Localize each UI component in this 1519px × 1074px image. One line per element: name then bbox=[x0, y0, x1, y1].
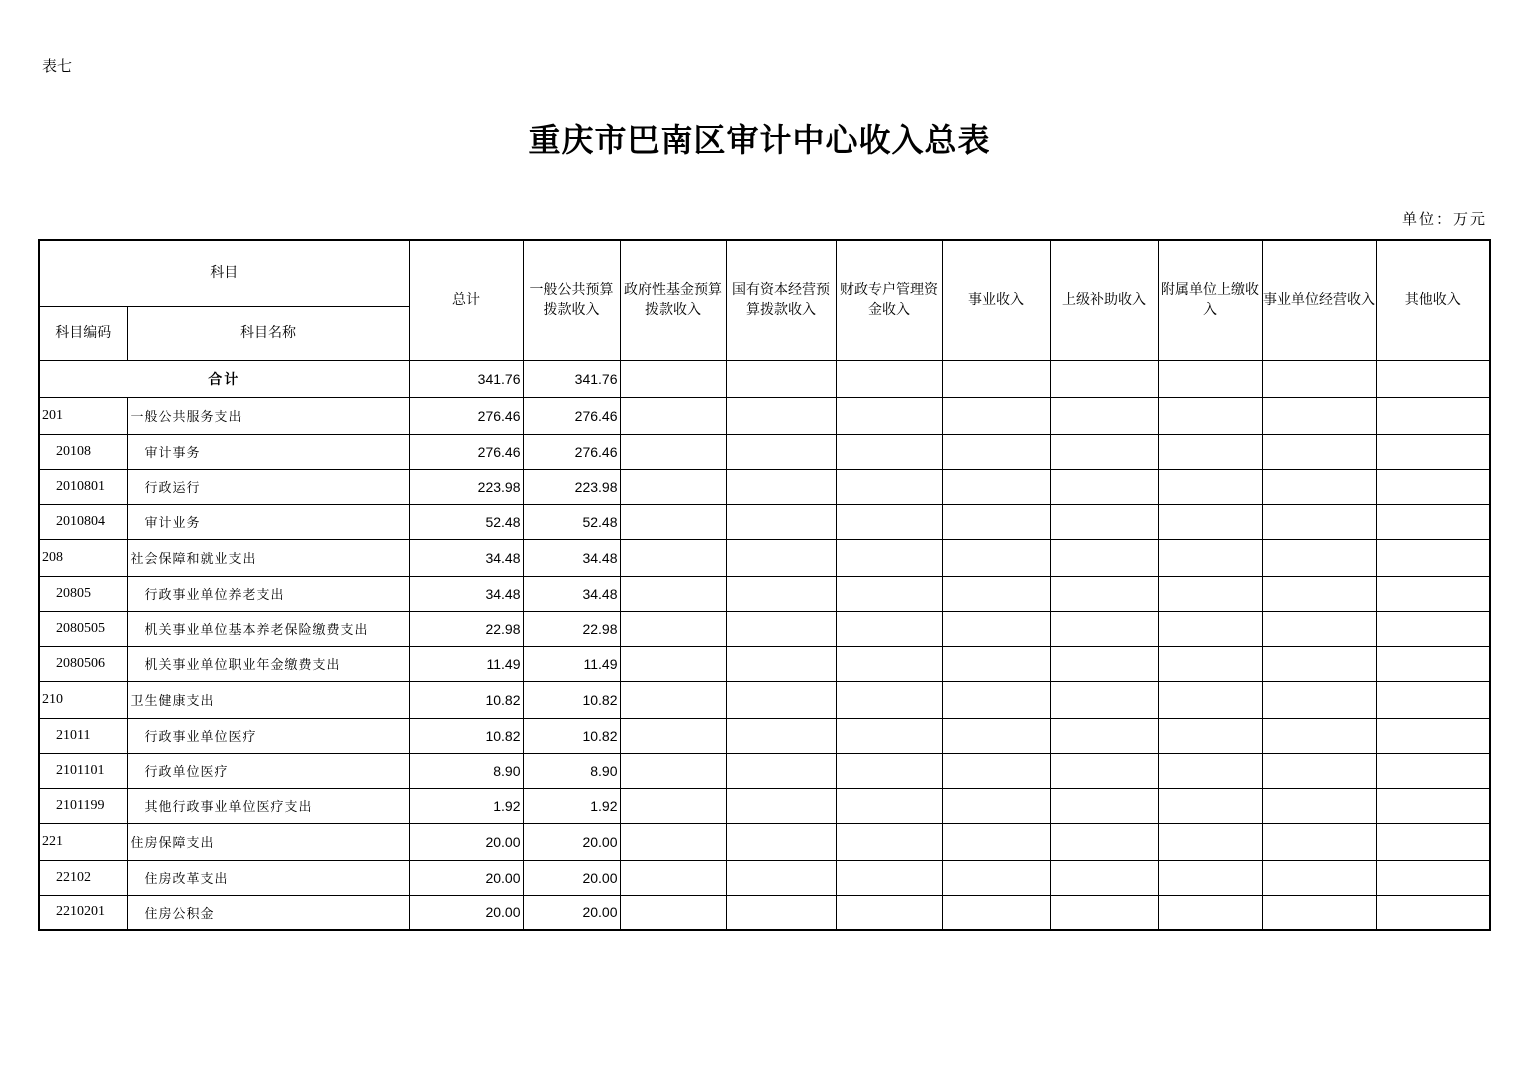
empty-cell bbox=[836, 504, 942, 539]
empty-cell bbox=[1376, 860, 1490, 895]
subject-code: 2010801 bbox=[39, 469, 127, 504]
empty-cell bbox=[836, 539, 942, 576]
empty-cell bbox=[620, 646, 726, 681]
empty-cell bbox=[1158, 611, 1262, 646]
empty-cell bbox=[726, 860, 836, 895]
empty-cell bbox=[836, 860, 942, 895]
empty-cell bbox=[1376, 646, 1490, 681]
empty-cell bbox=[942, 611, 1050, 646]
empty-cell bbox=[1050, 753, 1158, 788]
empty-cell bbox=[1050, 895, 1158, 930]
table-row bbox=[39, 469, 1490, 504]
subject-name: 住房改革支出 bbox=[127, 860, 409, 895]
subject-code: 2080506 bbox=[39, 646, 127, 681]
subject-name: 行政事业单位医疗 bbox=[127, 718, 409, 753]
subject-code: 22102 bbox=[39, 860, 127, 895]
empty-cell bbox=[620, 823, 726, 860]
empty-cell bbox=[1262, 539, 1376, 576]
empty-cell bbox=[1050, 397, 1158, 434]
empty-cell bbox=[836, 611, 942, 646]
summary-total: 341.76 bbox=[409, 360, 523, 397]
table-row bbox=[39, 681, 1490, 718]
header-general-budget: 一般公共预算拨款收入 bbox=[523, 240, 620, 360]
empty-cell bbox=[836, 895, 942, 930]
header-business-income: 事业收入 bbox=[942, 240, 1050, 360]
general-budget-value: 34.48 bbox=[523, 539, 620, 576]
empty-cell bbox=[836, 681, 942, 718]
empty-cell bbox=[1376, 611, 1490, 646]
summary-general-budget: 341.76 bbox=[523, 360, 620, 397]
empty-cell bbox=[726, 895, 836, 930]
empty-cell bbox=[726, 611, 836, 646]
total-value: 10.82 bbox=[409, 681, 523, 718]
general-budget-value: 20.00 bbox=[523, 895, 620, 930]
subject-code: 201 bbox=[39, 397, 127, 434]
empty-cell bbox=[942, 860, 1050, 895]
subject-name: 行政事业单位养老支出 bbox=[127, 576, 409, 611]
empty-cell bbox=[942, 823, 1050, 860]
empty-cell bbox=[1050, 788, 1158, 823]
empty-cell bbox=[726, 681, 836, 718]
table-row bbox=[39, 823, 1490, 860]
empty-cell bbox=[620, 576, 726, 611]
header-subject-code: 科目编码 bbox=[39, 306, 127, 360]
subject-name: 行政单位医疗 bbox=[127, 753, 409, 788]
general-budget-value: 22.98 bbox=[523, 611, 620, 646]
empty-cell bbox=[942, 504, 1050, 539]
empty-cell bbox=[1262, 611, 1376, 646]
empty-cell bbox=[942, 788, 1050, 823]
empty-cell bbox=[1050, 469, 1158, 504]
empty-cell bbox=[1376, 681, 1490, 718]
empty-cell bbox=[1050, 681, 1158, 718]
empty-cell bbox=[620, 718, 726, 753]
empty-cell bbox=[620, 753, 726, 788]
table-row bbox=[39, 860, 1490, 895]
empty-cell bbox=[1376, 823, 1490, 860]
subject-name: 其他行政事业单位医疗支出 bbox=[127, 788, 409, 823]
subject-name: 住房保障支出 bbox=[127, 823, 409, 860]
empty-cell bbox=[1050, 576, 1158, 611]
subject-code: 210 bbox=[39, 681, 127, 718]
total-value: 20.00 bbox=[409, 860, 523, 895]
empty-cell bbox=[1050, 434, 1158, 469]
empty-cell bbox=[1262, 718, 1376, 753]
subject-code: 20805 bbox=[39, 576, 127, 611]
total-value: 10.82 bbox=[409, 718, 523, 753]
empty-cell bbox=[1262, 895, 1376, 930]
empty-cell bbox=[1376, 753, 1490, 788]
empty-cell bbox=[1262, 753, 1376, 788]
empty-cell bbox=[1376, 895, 1490, 930]
general-budget-value: 10.82 bbox=[523, 681, 620, 718]
subject-name: 社会保障和就业支出 bbox=[127, 539, 409, 576]
empty-cell bbox=[1376, 788, 1490, 823]
empty-cell bbox=[1376, 539, 1490, 576]
total-value: 276.46 bbox=[409, 434, 523, 469]
empty-cell bbox=[942, 576, 1050, 611]
subject-name: 一般公共服务支出 bbox=[127, 397, 409, 434]
subject-name: 机关事业单位职业年金缴费支出 bbox=[127, 646, 409, 681]
table-number-label: 表七 bbox=[42, 57, 73, 75]
empty-cell bbox=[726, 397, 836, 434]
table-row bbox=[39, 788, 1490, 823]
header-gov-fund: 政府性基金预算拨款收入 bbox=[620, 240, 726, 360]
general-budget-value: 276.46 bbox=[523, 397, 620, 434]
general-budget-value: 276.46 bbox=[523, 434, 620, 469]
empty-cell bbox=[1262, 646, 1376, 681]
empty-cell bbox=[1158, 539, 1262, 576]
subject-code: 208 bbox=[39, 539, 127, 576]
summary-label: 合计 bbox=[39, 360, 409, 397]
header-subject-name: 科目名称 bbox=[127, 306, 409, 360]
empty-cell bbox=[726, 504, 836, 539]
empty-cell bbox=[1376, 576, 1490, 611]
empty-cell bbox=[1158, 469, 1262, 504]
empty-cell bbox=[942, 895, 1050, 930]
empty-cell bbox=[942, 646, 1050, 681]
empty-cell bbox=[942, 434, 1050, 469]
total-value: 11.49 bbox=[409, 646, 523, 681]
empty-cell bbox=[1262, 860, 1376, 895]
empty-cell bbox=[942, 681, 1050, 718]
empty-cell bbox=[1262, 504, 1376, 539]
empty-cell bbox=[1158, 646, 1262, 681]
empty-cell bbox=[726, 646, 836, 681]
header-operating-income: 事业单位经营收入 bbox=[1262, 240, 1376, 360]
empty-cell bbox=[1158, 788, 1262, 823]
general-budget-value: 34.48 bbox=[523, 576, 620, 611]
empty-cell bbox=[1158, 397, 1262, 434]
total-value: 34.48 bbox=[409, 539, 523, 576]
subject-code: 2210201 bbox=[39, 895, 127, 930]
empty-cell bbox=[1158, 681, 1262, 718]
empty-cell bbox=[1262, 434, 1376, 469]
subject-code: 20108 bbox=[39, 434, 127, 469]
empty-cell bbox=[726, 788, 836, 823]
empty-cell bbox=[620, 469, 726, 504]
empty-cell bbox=[1376, 469, 1490, 504]
summary-row bbox=[39, 360, 1490, 397]
empty-cell bbox=[1262, 681, 1376, 718]
subject-name: 行政运行 bbox=[127, 469, 409, 504]
empty-cell bbox=[1158, 753, 1262, 788]
empty-cell bbox=[1158, 434, 1262, 469]
empty-cell bbox=[836, 434, 942, 469]
total-value: 223.98 bbox=[409, 469, 523, 504]
empty-cell bbox=[836, 718, 942, 753]
empty-cell bbox=[1050, 823, 1158, 860]
empty-cell bbox=[836, 753, 942, 788]
table-row bbox=[39, 504, 1490, 539]
empty-cell bbox=[836, 788, 942, 823]
empty-cell bbox=[1262, 469, 1376, 504]
empty-cell bbox=[836, 397, 942, 434]
subject-code: 2101199 bbox=[39, 788, 127, 823]
empty-cell bbox=[942, 539, 1050, 576]
empty-cell bbox=[1158, 860, 1262, 895]
total-value: 1.92 bbox=[409, 788, 523, 823]
table-row bbox=[39, 895, 1490, 930]
empty-cell bbox=[1376, 718, 1490, 753]
subject-code: 21011 bbox=[39, 718, 127, 753]
general-budget-value: 11.49 bbox=[523, 646, 620, 681]
empty-cell bbox=[620, 895, 726, 930]
empty-cell bbox=[836, 823, 942, 860]
total-value: 22.98 bbox=[409, 611, 523, 646]
subject-code: 221 bbox=[39, 823, 127, 860]
empty-cell bbox=[1050, 611, 1158, 646]
empty-cell bbox=[726, 753, 836, 788]
table-row bbox=[39, 718, 1490, 753]
empty-cell bbox=[1050, 504, 1158, 539]
general-budget-value: 10.82 bbox=[523, 718, 620, 753]
empty-cell bbox=[726, 434, 836, 469]
general-budget-value: 1.92 bbox=[523, 788, 620, 823]
empty-cell bbox=[1376, 434, 1490, 469]
empty-cell bbox=[620, 397, 726, 434]
table-row bbox=[39, 576, 1490, 611]
empty-cell bbox=[1050, 646, 1158, 681]
header-subject: 科目 bbox=[39, 240, 409, 306]
empty-cell bbox=[1262, 397, 1376, 434]
empty-cell bbox=[620, 860, 726, 895]
subject-code: 2101101 bbox=[39, 753, 127, 788]
header-total: 总计 bbox=[409, 240, 523, 360]
table-row bbox=[39, 611, 1490, 646]
income-summary-table bbox=[38, 239, 1491, 931]
header-superior-subsidy: 上级补助收入 bbox=[1050, 240, 1158, 360]
empty-cell bbox=[726, 823, 836, 860]
empty-cell bbox=[620, 539, 726, 576]
header-affiliated-income: 附属单位上缴收入 bbox=[1158, 240, 1262, 360]
subject-name: 审计事务 bbox=[127, 434, 409, 469]
unit-label: 单位：万元 bbox=[1401, 210, 1487, 228]
empty-cell bbox=[620, 611, 726, 646]
empty-cell bbox=[726, 539, 836, 576]
empty-cell bbox=[942, 469, 1050, 504]
subject-name: 审计业务 bbox=[127, 504, 409, 539]
general-budget-value: 223.98 bbox=[523, 469, 620, 504]
table-row bbox=[39, 646, 1490, 681]
general-budget-value: 20.00 bbox=[523, 860, 620, 895]
total-value: 8.90 bbox=[409, 753, 523, 788]
general-budget-value: 20.00 bbox=[523, 823, 620, 860]
subject-name: 住房公积金 bbox=[127, 895, 409, 930]
table-row bbox=[39, 753, 1490, 788]
total-value: 276.46 bbox=[409, 397, 523, 434]
subject-name: 机关事业单位基本养老保险缴费支出 bbox=[127, 611, 409, 646]
table-row bbox=[39, 539, 1490, 576]
general-budget-value: 8.90 bbox=[523, 753, 620, 788]
table-row bbox=[39, 397, 1490, 434]
header-special-fund: 财政专户管理资金收入 bbox=[836, 240, 942, 360]
table-row bbox=[39, 434, 1490, 469]
empty-cell bbox=[1050, 539, 1158, 576]
total-value: 34.48 bbox=[409, 576, 523, 611]
header-other-income: 其他收入 bbox=[1376, 240, 1490, 360]
general-budget-value: 52.48 bbox=[523, 504, 620, 539]
total-value: 20.00 bbox=[409, 895, 523, 930]
empty-cell bbox=[1050, 718, 1158, 753]
empty-cell bbox=[620, 504, 726, 539]
empty-cell bbox=[1262, 576, 1376, 611]
empty-cell bbox=[726, 576, 836, 611]
empty-cell bbox=[836, 469, 942, 504]
empty-cell bbox=[1376, 504, 1490, 539]
total-value: 52.48 bbox=[409, 504, 523, 539]
subject-name: 卫生健康支出 bbox=[127, 681, 409, 718]
empty-cell bbox=[726, 469, 836, 504]
empty-cell bbox=[1158, 823, 1262, 860]
empty-cell bbox=[1158, 718, 1262, 753]
empty-cell bbox=[620, 681, 726, 718]
total-value: 20.00 bbox=[409, 823, 523, 860]
empty-cell bbox=[942, 718, 1050, 753]
subject-code: 2010804 bbox=[39, 504, 127, 539]
page-title: 重庆市巴南区审计中心收入总表 bbox=[528, 121, 991, 159]
empty-cell bbox=[942, 753, 1050, 788]
empty-cell bbox=[620, 788, 726, 823]
subject-code: 2080505 bbox=[39, 611, 127, 646]
empty-cell bbox=[1158, 576, 1262, 611]
empty-cell bbox=[836, 576, 942, 611]
empty-cell bbox=[1158, 504, 1262, 539]
empty-cell bbox=[1050, 860, 1158, 895]
empty-cell bbox=[836, 646, 942, 681]
empty-cell bbox=[1158, 895, 1262, 930]
empty-cell bbox=[1262, 823, 1376, 860]
empty-cell bbox=[942, 397, 1050, 434]
empty-cell bbox=[1262, 788, 1376, 823]
empty-cell bbox=[726, 718, 836, 753]
empty-cell bbox=[620, 434, 726, 469]
empty-cell bbox=[1376, 397, 1490, 434]
header-state-capital: 国有资本经营预算拨款收入 bbox=[726, 240, 836, 360]
